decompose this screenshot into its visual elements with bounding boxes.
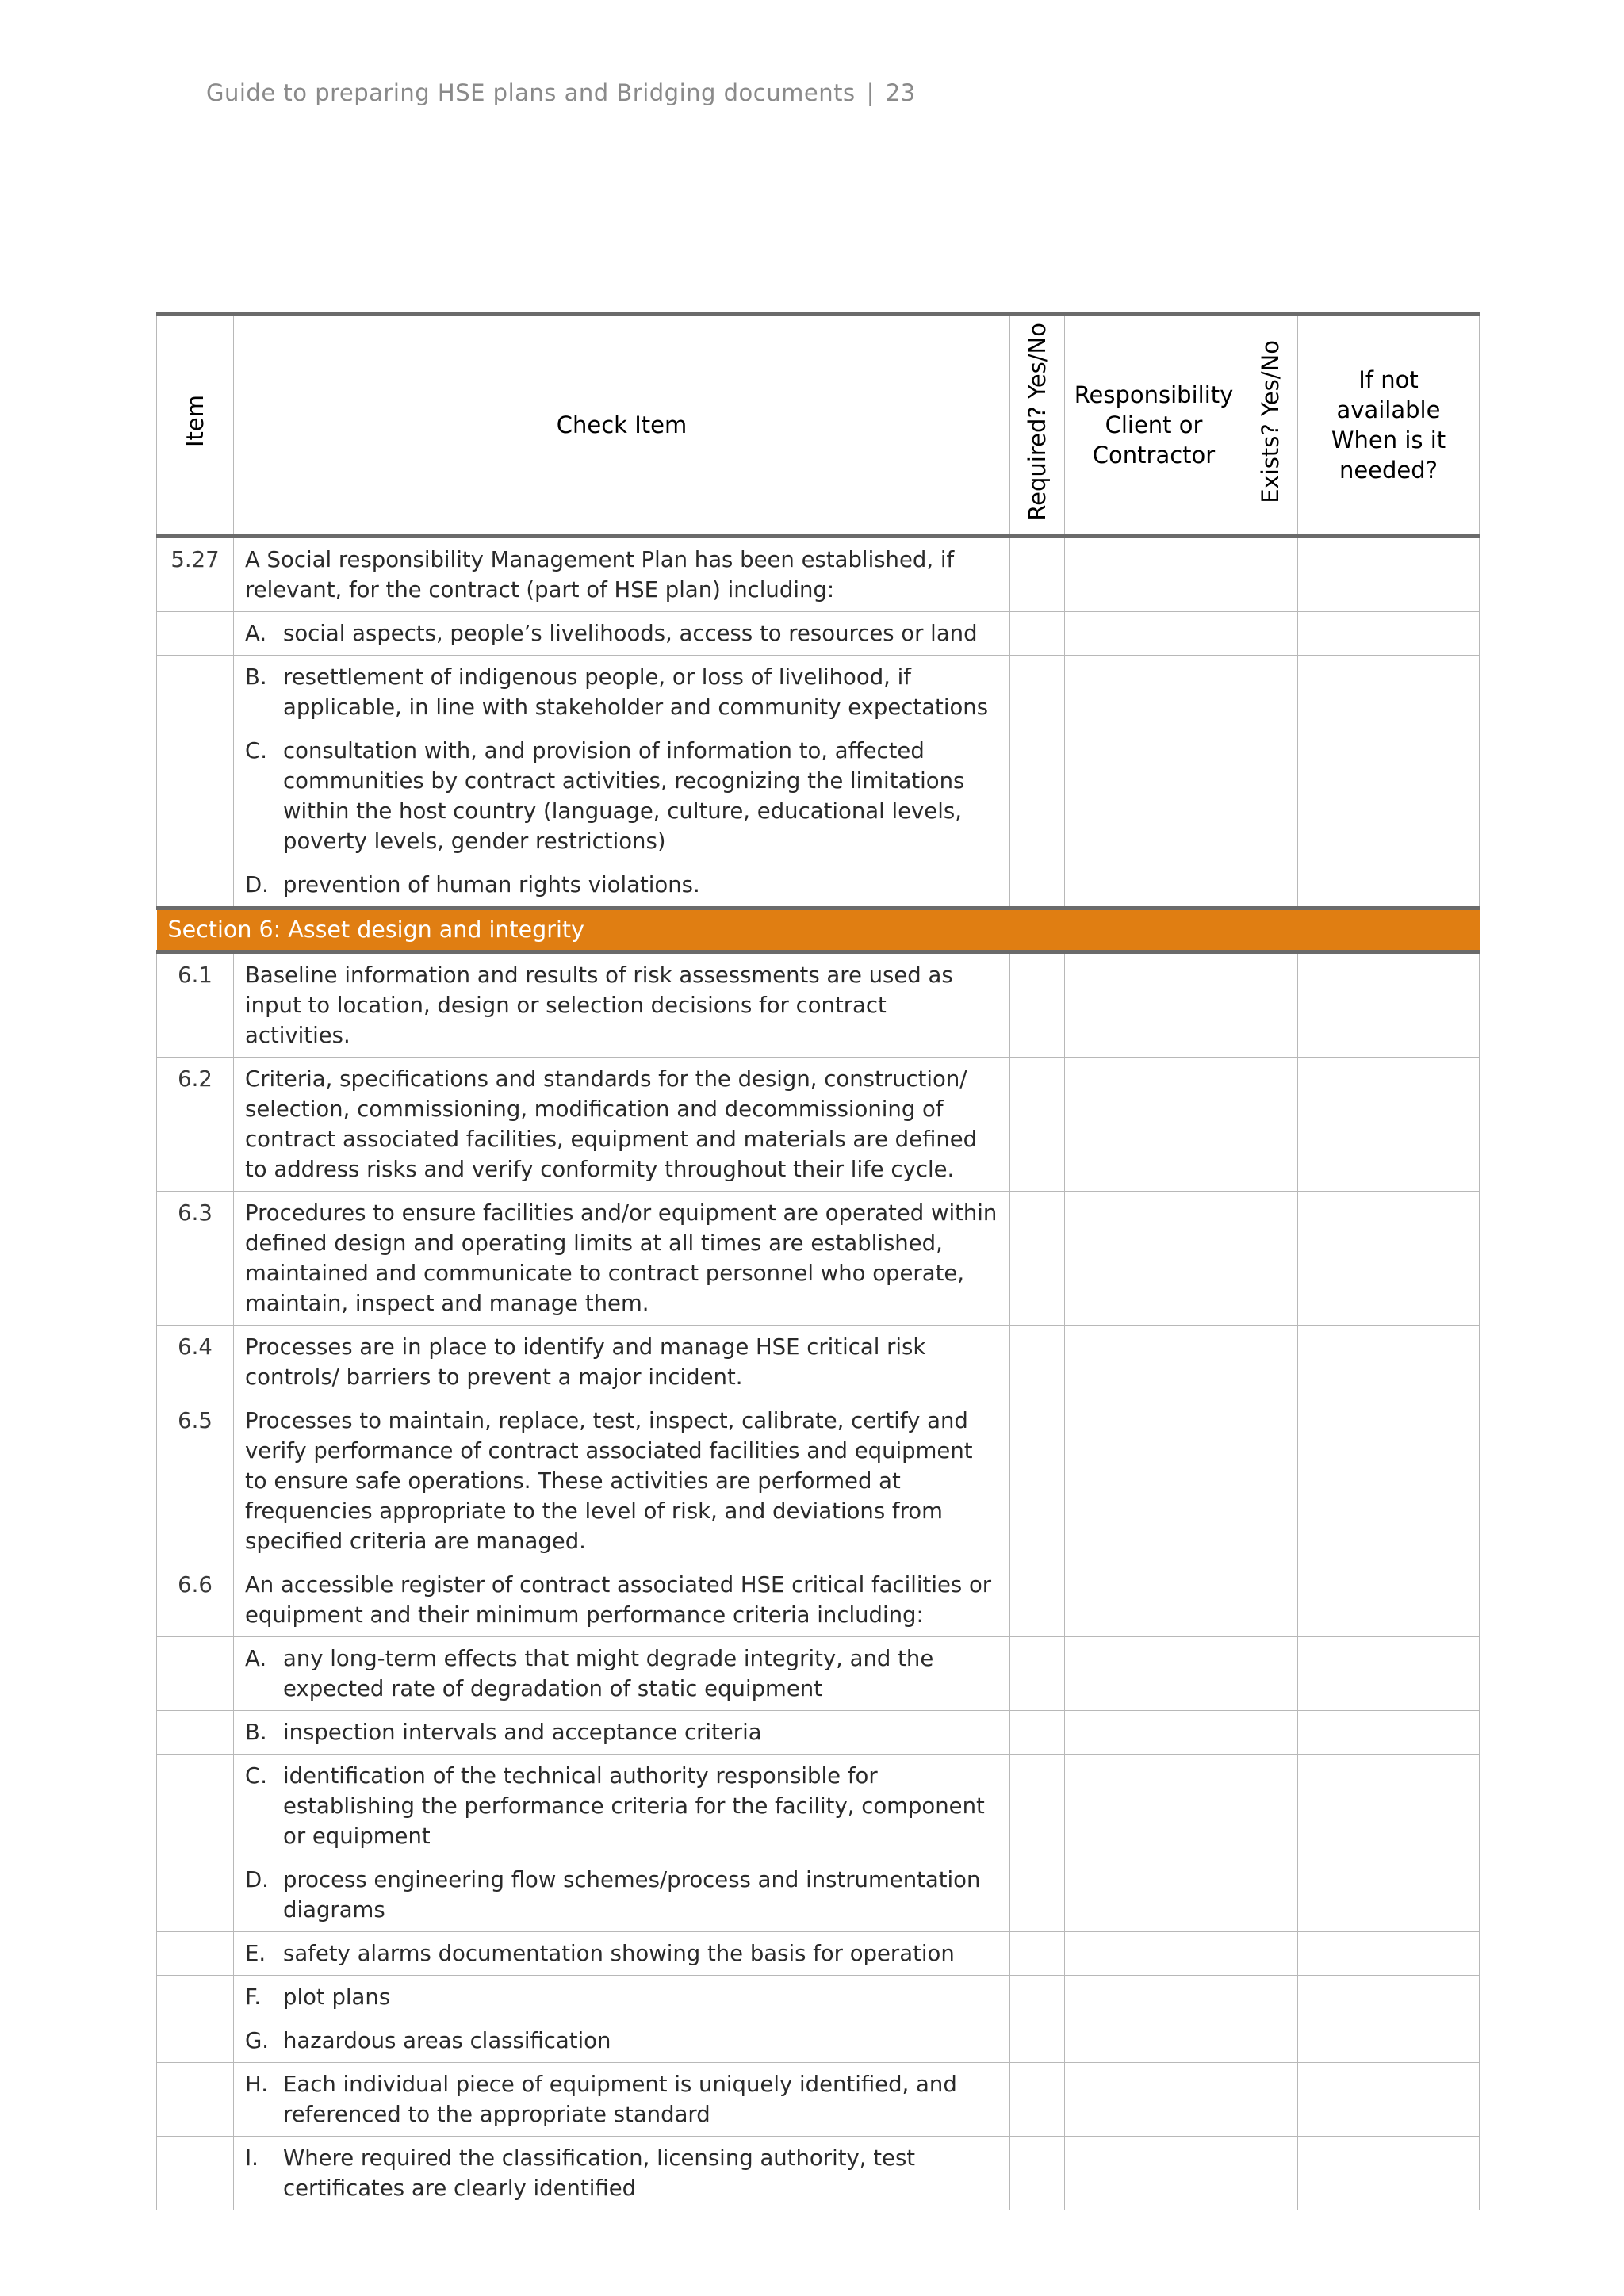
exists-cell[interactable]	[1243, 1755, 1298, 1858]
table-row	[157, 1326, 1480, 1399]
sub-item-letter: F.	[245, 1984, 262, 2010]
table-row	[157, 1192, 1480, 1326]
table-row	[157, 2019, 1480, 2063]
item-number-cell	[157, 1755, 234, 1858]
sub-item	[245, 618, 998, 649]
availability-cell[interactable]	[1298, 1399, 1480, 1563]
section-header-row	[157, 909, 1480, 952]
required-cell[interactable]	[1010, 2019, 1065, 2063]
responsibility-cell[interactable]	[1065, 1399, 1243, 1563]
availability-cell[interactable]	[1298, 612, 1480, 656]
sub-item	[245, 1644, 998, 1704]
sub-item	[245, 1717, 998, 1747]
responsibility-cell[interactable]	[1065, 656, 1243, 729]
item-number-cell	[157, 2019, 234, 2063]
item-number-cell	[157, 612, 234, 656]
table-row	[157, 1858, 1480, 1932]
availability-cell[interactable]	[1298, 1711, 1480, 1755]
sub-item-letter: G.	[245, 2028, 270, 2053]
item-number-cell: 6.2	[157, 1058, 234, 1192]
sub-item	[245, 1982, 998, 2012]
item-number-cell	[157, 1637, 234, 1711]
table-row	[157, 1637, 1480, 1711]
table-row	[157, 1058, 1480, 1192]
required-cell[interactable]	[1010, 1326, 1065, 1399]
item-number-cell	[157, 863, 234, 909]
exists-cell[interactable]	[1243, 952, 1298, 1058]
required-cell[interactable]	[1010, 656, 1065, 729]
checklist-table	[156, 312, 1480, 2210]
sub-item	[245, 2069, 998, 2130]
header-separator: |	[866, 79, 875, 106]
required-cell[interactable]	[1010, 729, 1065, 863]
sub-item	[245, 1761, 998, 1851]
exists-cell[interactable]	[1243, 2137, 1298, 2210]
availability-cell[interactable]	[1298, 1637, 1480, 1711]
availability-cell[interactable]	[1298, 1192, 1480, 1326]
responsibility-cell[interactable]	[1065, 612, 1243, 656]
required-cell[interactable]	[1010, 1711, 1065, 1755]
sub-item-text: prevention of human rights violations.	[283, 872, 700, 897]
availability-cell[interactable]	[1298, 1563, 1480, 1637]
item-number-cell: 6.1	[157, 952, 234, 1058]
table-row	[157, 1976, 1480, 2019]
table-row	[157, 2137, 1480, 2210]
check-item-cell: Baseline information and results of risk assessments are used as input to location, design or selection decisions for contract activities.	[234, 952, 1010, 1058]
sub-item-letter: E.	[245, 1941, 266, 1966]
exists-cell[interactable]	[1243, 537, 1298, 612]
availability-cell[interactable]	[1298, 1976, 1480, 2019]
sub-item-letter: D.	[245, 1867, 269, 1892]
required-cell[interactable]	[1010, 952, 1065, 1058]
exists-cell[interactable]	[1243, 1976, 1298, 2019]
sub-item-letter: B.	[245, 1720, 267, 1745]
responsibility-cell[interactable]	[1065, 1858, 1243, 1932]
availability-line-4: needed?	[1339, 457, 1438, 484]
exists-cell[interactable]	[1243, 2019, 1298, 2063]
table-row	[157, 656, 1480, 729]
check-item-cell	[234, 612, 1010, 656]
page-header	[206, 79, 916, 106]
check-item-cell: Processes to maintain, replace, test, inspect, calibrate, certify and verify performance of contract associated facilities and equipment to ensure safe operations. These activities are performed at frequencies appropriate to the level of risk, and deviations from specified criteria are managed.	[234, 1399, 1010, 1563]
check-item-cell	[234, 2137, 1010, 2210]
table-row	[157, 952, 1480, 1058]
responsibility-line-2: Client or	[1105, 411, 1203, 438]
responsibility-cell[interactable]	[1065, 2019, 1243, 2063]
check-item-cell	[234, 1711, 1010, 1755]
item-number-cell	[157, 2063, 234, 2137]
table-row	[157, 612, 1480, 656]
column-header-exists: Exists? Yes/No	[1243, 314, 1298, 537]
item-number-cell	[157, 1976, 234, 2019]
responsibility-cell[interactable]	[1065, 2063, 1243, 2137]
item-number-cell: 6.3	[157, 1192, 234, 1326]
exists-cell[interactable]	[1243, 1637, 1298, 1711]
table-row	[157, 1711, 1480, 1755]
check-item-cell	[234, 2019, 1010, 2063]
availability-cell[interactable]	[1298, 537, 1480, 612]
sub-item	[245, 662, 998, 722]
table-row	[157, 1563, 1480, 1637]
responsibility-cell[interactable]	[1065, 1637, 1243, 1711]
responsibility-cell[interactable]	[1065, 1192, 1243, 1326]
availability-cell[interactable]	[1298, 863, 1480, 909]
sub-item-text: Each individual piece of equipment is uniquely identified, and referenced to the appropriate standard	[283, 2072, 957, 2127]
sub-item	[245, 2026, 998, 2056]
availability-line-1: If not	[1358, 366, 1419, 393]
sub-item	[245, 2143, 998, 2203]
sub-item-letter: H.	[245, 2072, 268, 2097]
sub-item-text: safety alarms documentation showing the basis for operation	[283, 1941, 955, 1966]
check-item-cell	[234, 1755, 1010, 1858]
sub-item-text: consultation with, and provision of information to, affected communities by contract activities, recognizing the limitations within the host country (language, culture, educational levels, poverty levels, gender restrictions)	[283, 738, 965, 854]
responsibility-cell[interactable]	[1065, 952, 1243, 1058]
table-header-row	[157, 314, 1480, 537]
availability-cell[interactable]	[1298, 1326, 1480, 1399]
required-cell[interactable]	[1010, 1563, 1065, 1637]
check-item-cell	[234, 2063, 1010, 2137]
availability-line-3: When is it	[1331, 427, 1446, 453]
item-number-cell	[157, 656, 234, 729]
exists-cell[interactable]	[1243, 2063, 1298, 2137]
availability-cell[interactable]	[1298, 1932, 1480, 1976]
required-cell[interactable]	[1010, 612, 1065, 656]
exists-cell[interactable]	[1243, 1192, 1298, 1326]
sub-item-letter: A.	[245, 1646, 267, 1671]
exists-cell[interactable]	[1243, 1711, 1298, 1755]
required-cell[interactable]	[1010, 1399, 1065, 1563]
responsibility-cell[interactable]	[1065, 1058, 1243, 1192]
sub-item-text: inspection intervals and acceptance criteria	[283, 1720, 762, 1745]
item-number-cell: 5.27	[157, 537, 234, 612]
required-cell[interactable]	[1010, 1058, 1065, 1192]
availability-cell[interactable]	[1298, 1755, 1480, 1858]
exists-cell[interactable]	[1243, 612, 1298, 656]
required-cell[interactable]	[1010, 2137, 1065, 2210]
column-header-responsibility	[1065, 314, 1243, 537]
check-item-cell: Criteria, specifications and standards for the design, construction/ selection, commissioning, modification and decommissioning of contract associated facilities, equipment and materials are defined to address risks and verify conformity throughout their life cycle.	[234, 1058, 1010, 1192]
table-row	[157, 537, 1480, 612]
check-item-cell	[234, 1976, 1010, 2019]
sub-item-text: process engineering flow schemes/process and instrumentation diagrams	[283, 1867, 981, 1923]
sub-item-letter: A.	[245, 621, 267, 646]
table-row	[157, 1932, 1480, 1976]
exists-cell[interactable]	[1243, 863, 1298, 909]
required-cell[interactable]	[1010, 863, 1065, 909]
sub-item-text: plot plans	[283, 1984, 391, 2010]
check-item-cell: An accessible register of contract associated HSE critical facilities or equipment and their minimum performance criteria including:	[234, 1563, 1010, 1637]
item-number-cell	[157, 729, 234, 863]
sub-item-text: social aspects, people’s livelihoods, access to resources or land	[283, 621, 978, 646]
availability-cell[interactable]	[1298, 2019, 1480, 2063]
check-item-cell	[234, 1858, 1010, 1932]
check-item-cell	[234, 729, 1010, 863]
sub-item	[245, 870, 998, 900]
column-header-availability	[1298, 314, 1480, 537]
check-item-cell	[234, 1637, 1010, 1711]
responsibility-cell[interactable]	[1065, 1932, 1243, 1976]
sub-item-text: hazardous areas classification	[283, 2028, 611, 2053]
table-row	[157, 863, 1480, 909]
sub-item-letter: D.	[245, 872, 269, 897]
table-row	[157, 1755, 1480, 1858]
required-cell[interactable]	[1010, 1858, 1065, 1932]
sub-item-letter: C.	[245, 738, 267, 763]
section-title: Section 6: Asset design and integrity	[157, 909, 1480, 952]
availability-cell[interactable]	[1298, 2137, 1480, 2210]
responsibility-cell[interactable]	[1065, 1976, 1243, 2019]
table-row	[157, 2063, 1480, 2137]
responsibility-cell[interactable]	[1065, 729, 1243, 863]
sub-item-text: Where required the classification, licensing authority, test certificates are clearly identified	[283, 2145, 916, 2201]
exists-cell[interactable]	[1243, 1326, 1298, 1399]
responsibility-cell[interactable]	[1065, 1755, 1243, 1858]
check-item-cell	[234, 1932, 1010, 1976]
exists-cell[interactable]	[1243, 1399, 1298, 1563]
availability-cell[interactable]	[1298, 1858, 1480, 1932]
required-cell[interactable]	[1010, 1192, 1065, 1326]
required-cell[interactable]	[1010, 1976, 1065, 2019]
sub-item	[245, 736, 998, 856]
item-number-cell	[157, 2137, 234, 2210]
item-number-cell	[157, 1858, 234, 1932]
responsibility-cell[interactable]	[1065, 1563, 1243, 1637]
item-number-cell: 6.6	[157, 1563, 234, 1637]
exists-cell[interactable]	[1243, 656, 1298, 729]
sub-item-text: any long-term effects that might degrade integrity, and the expected rate of degradation of static equipment	[283, 1646, 934, 1701]
sub-item	[245, 1865, 998, 1925]
required-cell[interactable]	[1010, 1755, 1065, 1858]
responsibility-line-1: Responsibility	[1074, 381, 1234, 408]
responsibility-line-3: Contractor	[1092, 442, 1216, 469]
sub-item-letter: C.	[245, 1763, 267, 1789]
availability-cell[interactable]	[1298, 2063, 1480, 2137]
item-number-cell	[157, 1711, 234, 1755]
exists-cell[interactable]	[1243, 1858, 1298, 1932]
item-number-cell: 6.4	[157, 1326, 234, 1399]
column-header-required: Required? Yes/No	[1010, 314, 1065, 537]
required-cell[interactable]	[1010, 537, 1065, 612]
exists-cell[interactable]	[1243, 1932, 1298, 1976]
sub-item-text: resettlement of indigenous people, or loss of livelihood, if applicable, in line with stakeholder and community expectations	[283, 664, 989, 720]
responsibility-cell[interactable]	[1065, 537, 1243, 612]
exists-cell[interactable]	[1243, 729, 1298, 863]
availability-line-2: available	[1336, 396, 1441, 423]
sub-item-letter: I.	[245, 2145, 259, 2171]
table-row	[157, 1399, 1480, 1563]
availability-cell[interactable]	[1298, 952, 1480, 1058]
check-item-cell	[234, 863, 1010, 909]
availability-cell[interactable]	[1298, 729, 1480, 863]
required-cell[interactable]	[1010, 1932, 1065, 1976]
availability-cell[interactable]	[1298, 656, 1480, 729]
required-cell[interactable]	[1010, 2063, 1065, 2137]
sub-item-letter: B.	[245, 664, 267, 690]
responsibility-cell[interactable]	[1065, 863, 1243, 909]
responsibility-cell[interactable]	[1065, 2137, 1243, 2210]
table-body	[157, 537, 1480, 2210]
column-header-check-item: Check Item	[234, 314, 1010, 537]
exists-cell[interactable]	[1243, 1058, 1298, 1192]
column-header-item: Item	[157, 314, 234, 537]
required-cell[interactable]	[1010, 1637, 1065, 1711]
availability-cell[interactable]	[1298, 1058, 1480, 1192]
responsibility-cell[interactable]	[1065, 1326, 1243, 1399]
check-item-cell: A Social responsibility Management Plan has been established, if relevant, for the contract (part of HSE plan) including:	[234, 537, 1010, 612]
item-number-cell	[157, 1932, 234, 1976]
table-row	[157, 729, 1480, 863]
exists-cell[interactable]	[1243, 1563, 1298, 1637]
check-item-cell	[234, 656, 1010, 729]
sub-item	[245, 1938, 998, 1969]
document-title: Guide to preparing HSE plans and Bridging documents	[206, 79, 856, 106]
page-number: 23	[885, 79, 916, 106]
item-number-cell: 6.5	[157, 1399, 234, 1563]
check-item-cell: Processes are in place to identify and manage HSE critical risk controls/ barriers to prevent a major incident.	[234, 1326, 1010, 1399]
responsibility-cell[interactable]	[1065, 1711, 1243, 1755]
sub-item-text: identification of the technical authority responsible for establishing the performance criteria for the facility, component or equipment	[283, 1763, 985, 1849]
check-item-cell: Procedures to ensure facilities and/or equipment are operated within defined design and operating limits at all times are established, maintained and communicate to contract personnel who operate, maintain, inspect and manage them.	[234, 1192, 1010, 1326]
